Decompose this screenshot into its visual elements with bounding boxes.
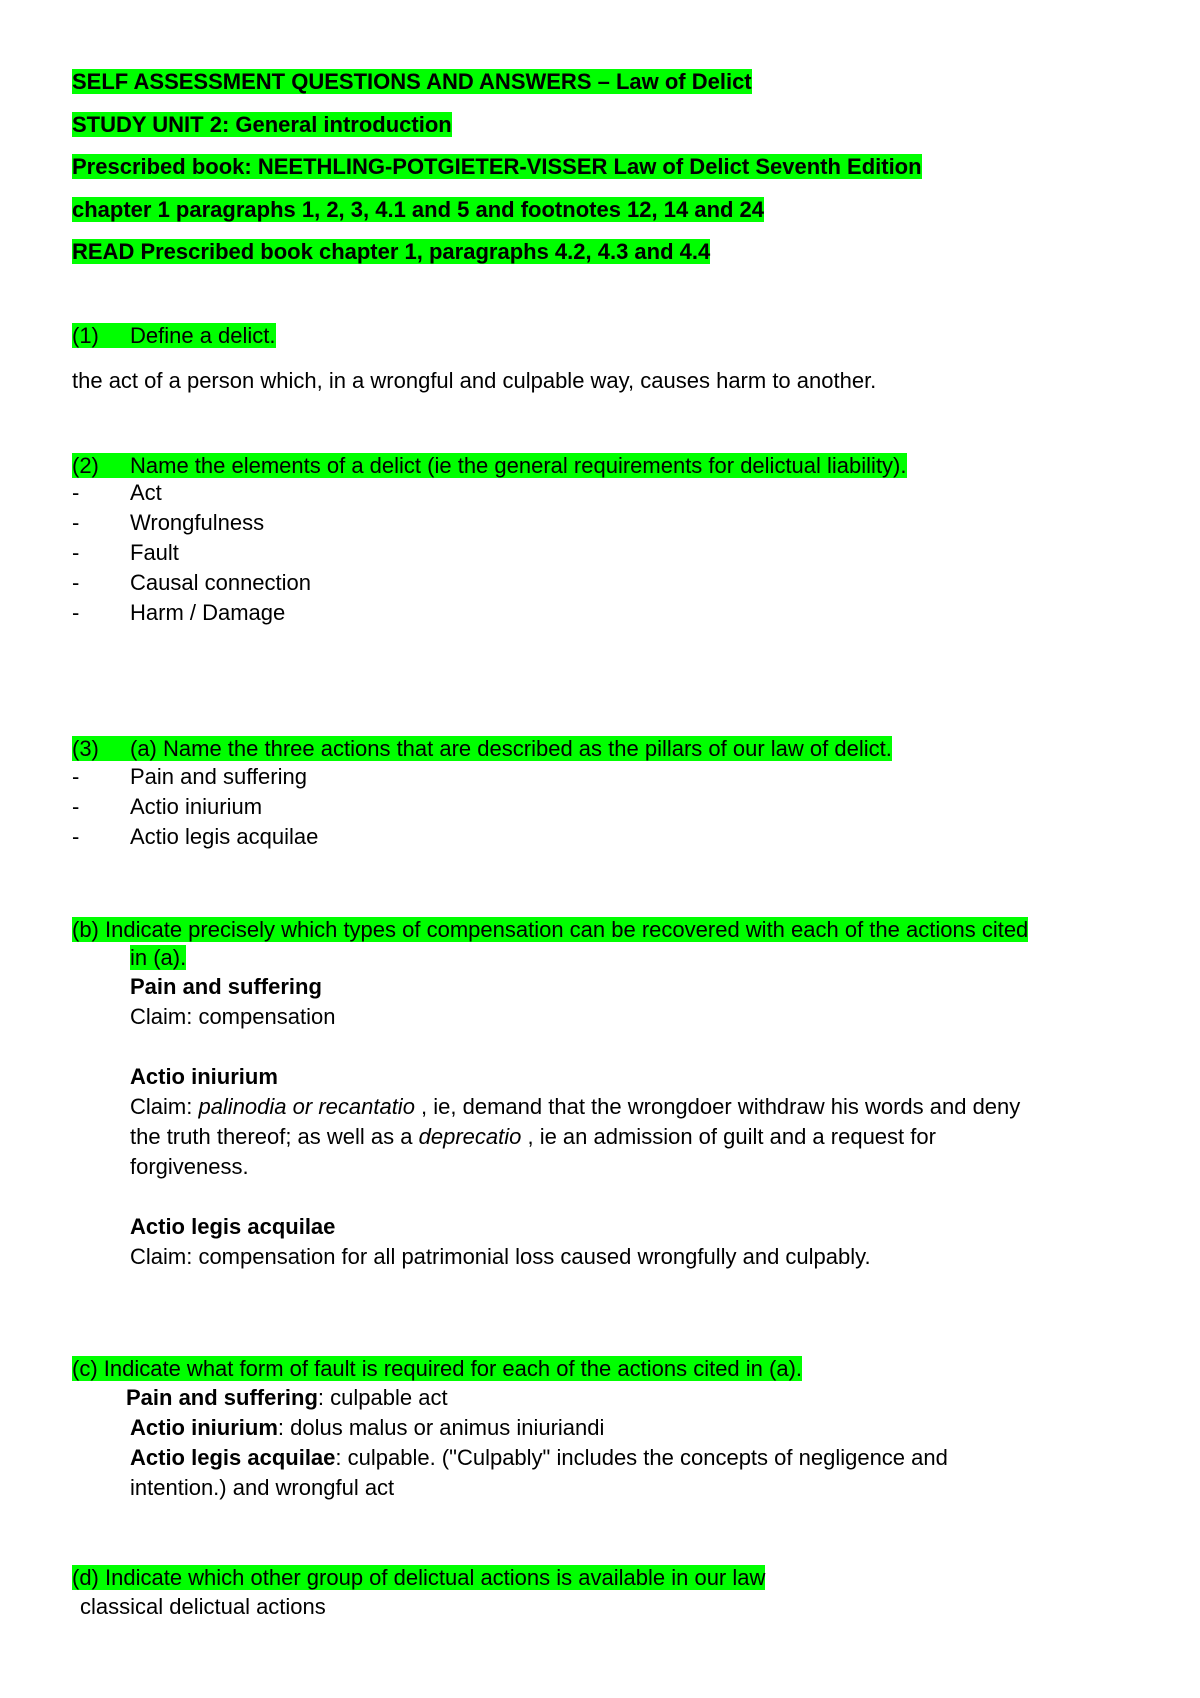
chapter-paragraphs-heading: chapter 1 paragraphs 1, 2, 3, 4.1 and 5 and footnotes 12, 14 and 24 xyxy=(72,197,765,222)
fault-actio-legis-acquilae-continued: intention.) and wrongful act xyxy=(130,1475,395,1500)
actio-iniurium-claim-line1: Claim: palinodia or recantatio , ie, demand that the wrongdoer withdraw his words and deny xyxy=(130,1094,1021,1119)
doc-title: SELF ASSESSMENT QUESTIONS AND ANSWERS – Law of Delict xyxy=(72,69,752,94)
answer-3d: classical delictual actions xyxy=(80,1594,326,1619)
fault-pain-and-suffering: Pain and suffering: culpable act xyxy=(126,1385,448,1410)
pain-and-suffering-claim: Claim: compensation xyxy=(130,1004,336,1029)
study-unit-heading: STUDY UNIT 2: General introduction xyxy=(72,112,452,137)
list-item: - Act xyxy=(72,480,162,505)
question-2 xyxy=(72,452,907,480)
actio-iniurium-claim-line3: forgiveness. xyxy=(130,1154,249,1179)
question-number: (1) xyxy=(72,323,99,348)
list-item: - Wrongfulness xyxy=(72,510,265,535)
question-3d: (d) Indicate which other group of delictual actions is available in our law xyxy=(72,1565,766,1590)
question-3b: (b) Indicate precisely which types of compensation can be recovered with each of the actions cited xyxy=(72,917,1029,942)
list-item: - Harm / Damage xyxy=(72,600,286,625)
answer-1: the act of a person which, in a wrongful and culpable way, causes harm to another. xyxy=(72,368,877,393)
list-item: - Actio iniurium xyxy=(72,794,263,819)
pain-and-suffering-title: Pain and suffering xyxy=(130,974,322,999)
list-item: - Causal connection xyxy=(72,570,312,595)
list-item: - Pain and suffering xyxy=(72,764,307,789)
actio-legis-acquilae-title: Actio legis acquilae xyxy=(130,1214,336,1239)
list-item: - Fault xyxy=(72,540,179,565)
question-3a xyxy=(72,735,892,763)
actio-iniurium-claim-line2: the truth thereof; as well as a deprecatio , ie an admission of guilt and a request for xyxy=(130,1124,936,1149)
fault-actio-legis-acquilae: Actio legis acquilae: culpable. ("Culpably" includes the concepts of negligence and xyxy=(130,1445,948,1470)
question-1 xyxy=(72,322,276,350)
question-text: Define a delict. xyxy=(130,323,276,348)
question-3b-continuation: in (a). xyxy=(130,945,187,970)
question-text: (a) Name the three actions that are described as the pillars of our law of delict. xyxy=(130,736,892,761)
prescribed-book-heading: Prescribed book: NEETHLING-POTGIETER-VISSER Law of Delict Seventh Edition xyxy=(72,154,922,179)
fault-actio-iniurium: Actio iniurium: dolus malus or animus iniuriandi xyxy=(130,1415,605,1440)
question-number: (3) xyxy=(72,736,99,761)
read-heading: READ Prescribed book chapter 1, paragraphs 4.2, 4.3 and 4.4 xyxy=(72,239,711,264)
question-number: (2) xyxy=(72,453,99,478)
actio-iniurium-title: Actio iniurium xyxy=(130,1064,278,1089)
question-3c: (c) Indicate what form of fault is required for each of the actions cited in (a). xyxy=(72,1356,803,1381)
actio-legis-acquilae-claim: Claim: compensation for all patrimonial loss caused wrongfully and culpably. xyxy=(130,1244,871,1269)
question-text: Name the elements of a delict (ie the general requirements for delictual liability). xyxy=(130,453,907,478)
list-item: - Actio legis acquilae xyxy=(72,824,319,849)
